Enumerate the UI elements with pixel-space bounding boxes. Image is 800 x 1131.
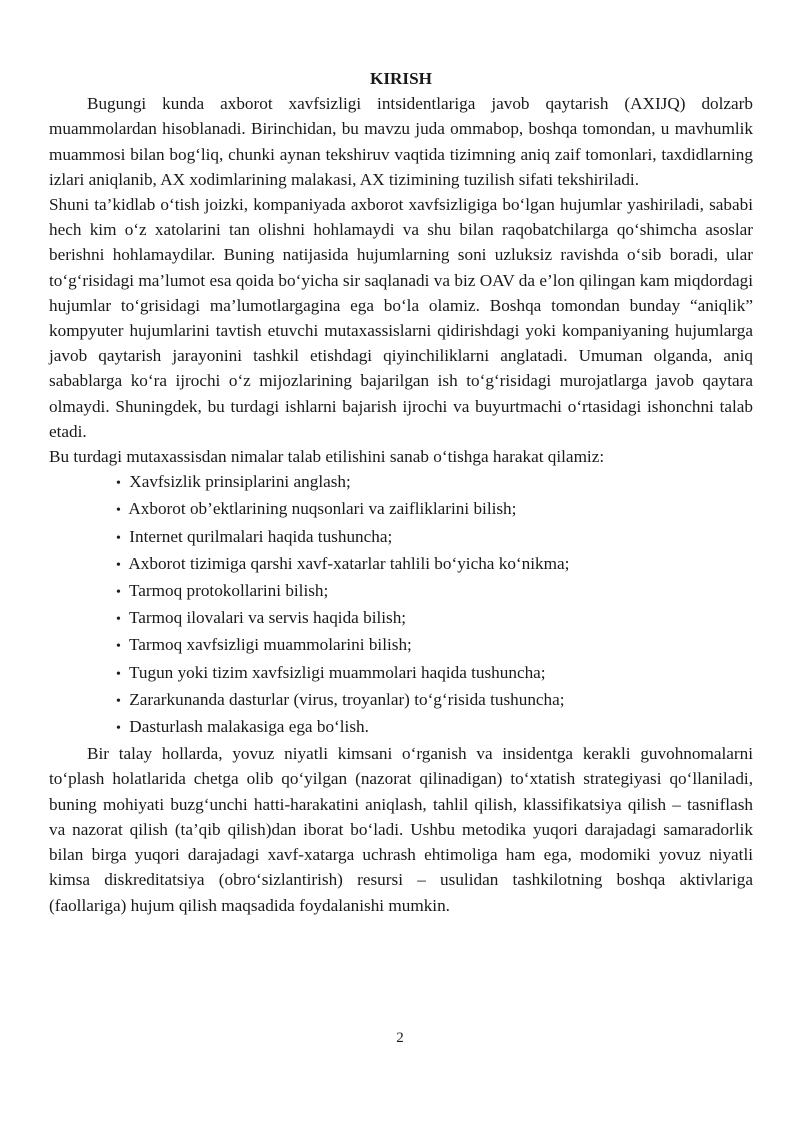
bullet-icon: • xyxy=(116,693,121,709)
list-item xyxy=(116,496,753,523)
paragraph-intro: Bugungi kunda axborot xavfsizligi intsidentlariga javob qaytarish (AXIJQ) dolzarb muammolardan hisoblanadi. Birinchidan, bu mavzu juda ommabop, boshqa tomondan, u mavhumlik muammosi bilan bog‘liq, chunki aynan tekshiruv vaqtida tizimning aniq zaif tomonlari, taxdidlarning izlari aniqlanib, AX xodimlarining malakasi, AX tizimining tuzilish sifati tekshiriladi. xyxy=(49,94,753,189)
list-item xyxy=(116,469,753,496)
list-item xyxy=(116,605,753,632)
list-item xyxy=(116,687,753,714)
list-item xyxy=(116,524,753,551)
paragraph-attacks: Shuni ta’kidlab o‘tish joizki, kompaniyada axborot xavfsizligiga bo‘lgan hujumlar yashiriladi, sababi hech kim o‘z xatolarini tan olishni hohlamaydi va shu bilan raqobatchilarga qo‘shimcha asoslar berishni hohlamaydilar. Buning natijasida hujumlarning soni uzluksiz ravishda o‘sib boradi, ular to‘g‘risidagi ma’lumot esa qoida bo‘yicha sir saqlanadi va biz OAV da e’lon qilingan kam miqdordagi hujumlar to‘grisidagi ma’lumotlargagina ega bo‘la olamiz. Boshqa tomondan bunday “aniqlik” kompyuter hujumlarini tavtish etuvchi mutaxassislarni qidirishdagi yoki kompaniyaning hujumlarga javob qaytarish jarayonini tashkil etishdagi qiyinchiliklarni anglatadi. Umuman olganda, aniq sabablarga ko‘ra ijrochi o‘z mijozlarining bajarilgan ish to‘g‘risidagi murojatlarga javob qaytara olmaydi. Shuningdek, bu turdagi ishlarni bajarish ijrochi va buyurtmachi o‘rtasidagi ishonchni talab etadi. xyxy=(49,195,753,441)
bullet-icon: • xyxy=(116,585,121,601)
list-item-text: Xavfsizlik prinsiplarini anglash; xyxy=(129,472,351,492)
bullet-icon: • xyxy=(116,557,121,573)
bullet-icon: • xyxy=(116,476,121,492)
bullet-icon: • xyxy=(116,666,121,682)
list-item-text: Axborot ob’ektlarining nuqsonlari va zaifliklarini bilish; xyxy=(128,499,517,519)
bullet-icon: • xyxy=(116,612,121,628)
list-item-text: Tarmoq xavfsizligi muammolarini bilish; xyxy=(129,635,412,655)
list-item xyxy=(116,660,753,687)
bullet-icon: • xyxy=(116,503,121,519)
paragraph-closing: Bir talay hollarda, yovuz niyatli kimsani o‘rganish va insidentga kerakli guvohnomalarni to‘plash holatlarida chetga olib qo‘yilgan (nazorat qilinadigan) to‘xtatish strategiyasi qo‘llaniladi, buning mohiyati buzg‘unchi hatti-harakatini aniqlash, tahlil qilish, klassifikatsiya qilish – tasniflash va nazorat qilish (ta’qib qilish)dan iborat bo‘ladi. Ushbu metodika yuqori darajadagi samaradorlik bilan birga yuqori darajadagi xavf-xatarga uchrash ehtimoliga ham ega, modomiki yovuz niyatli kimsa diskreditatsiya (obro‘sizlantirish) resursi – usulidan tashkilotning boshqa aktivlariga (faollariga) hujum qilish maqsadida foydalanishi mumkin. xyxy=(49,744,753,915)
list-item xyxy=(116,714,753,741)
list-item-text: Internet qurilmalari haqida tushuncha; xyxy=(129,526,393,546)
list-item-text: Axborot tizimiga qarshi xavf-xatarlar tahlili bo‘yicha ko‘nikma; xyxy=(128,553,570,573)
bullet-icon: • xyxy=(116,721,121,737)
list-item-text: Tarmoq protokollarini bilish; xyxy=(129,581,329,601)
paragraph-requirements-lead: Bu turdagi mutaxassisdan nimalar talab etilishini sanab o‘tishga harakat qilamiz: xyxy=(49,447,605,467)
list-item xyxy=(116,632,753,659)
document-page xyxy=(49,66,753,918)
page-title: KIRISH xyxy=(369,69,433,88)
list-item xyxy=(116,578,753,605)
list-item-text: Tugun yoki tizim xavfsizligi muammolari haqida tushuncha; xyxy=(129,662,546,682)
list-item xyxy=(116,551,753,578)
page-number: 2 xyxy=(396,1030,404,1046)
list-item-text: Tarmoq ilovalari va servis haqida bilish; xyxy=(129,608,407,628)
bullet-icon: • xyxy=(116,530,121,546)
list-item-text: Dasturlash malakasiga ega bo‘lish. xyxy=(129,717,369,737)
bullet-icon: • xyxy=(116,639,121,655)
list-item-text: Zararkunanda dasturlar (virus, troyanlar) to‘g‘risida tushuncha; xyxy=(129,689,565,709)
requirements-list xyxy=(49,469,753,741)
